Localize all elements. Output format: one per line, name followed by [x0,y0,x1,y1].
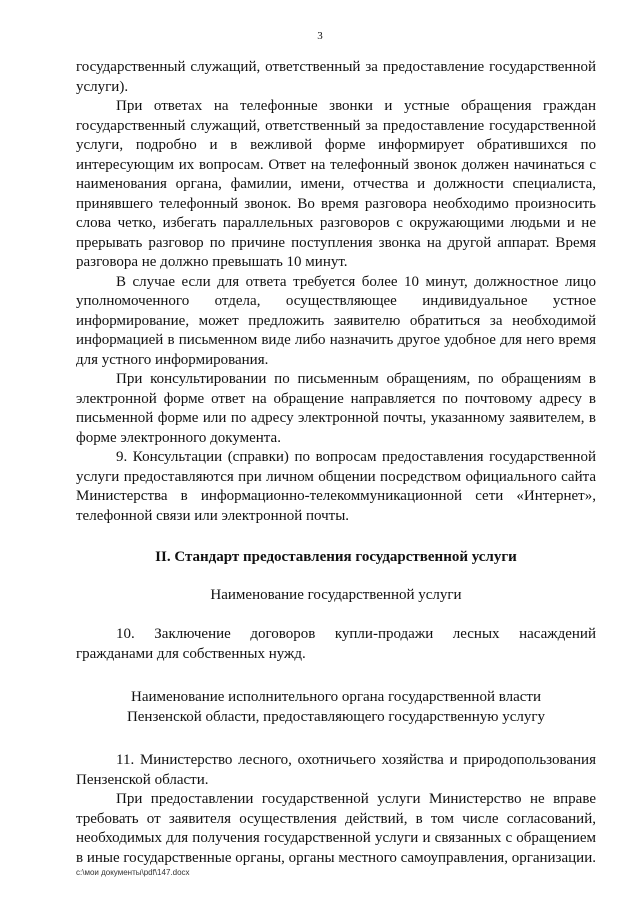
paragraph-phone-answers: При ответах на телефонные звонки и устные обращения граждан государственный служащий, ответственный за предоставление государственной услуги, подробно и в вежливой форме информирует обратившихся по интересующим их вопросам. Ответ на телефонный звонок должен начинаться с наименования органа, фамилии, имени, отчества и должности специалиста, принявшего телефонный звонок. Во время разговора необходимо произносить слова четко, избегать параллельных разговоров с окружающими людьми и не прерывать разговор по причине поступления звонка на другой аппарат. Время разговора не должно превышать 10 минут. [76,98,596,270]
subheading-service-name: Наименование государственной услуги [210,586,462,603]
paragraph-over-10-minutes: В случае если для ответа требуется более 10 минут, должностное лицо уполномоченного отдела, осуществляющее индивидуальное устное информирование, может предложить заявителю обратиться за необходимой информацией в письменном виде либо назначить другое удобное для него время для устного информирования. [76,273,596,368]
document-body [76,58,596,868]
subheading-executive-body-line-1: Наименование исполнительного органа государственной власти [130,689,542,705]
page-number: 3 [317,30,323,42]
paragraph-written-requests: При консультировании по письменным обращениям, по обращениям в электронной форме ответ на обращение направляется по почтовому адресу в письменной форме или по адресу электронной почты, указанному заявителем, в форме электронного документа. [76,371,596,446]
subheading-executive-body [76,688,596,727]
paragraph-9-consultations: 9. Консультации (справки) по вопросам предоставления государственной услуги предоставляются при личном общении посредством официального сайта Министерства в информационно-телекоммуникационной сети «Интернет», телефонной связи или электронной почты. [76,449,596,524]
paragraph-11-restrictions: При предоставлении государственной услуги Министерство не вправе требовать от заявителя осуществления действий, в том числе согласований, необходимых для получения государственной услуги и связанных с обращением в иные государственные органы, органы местного самоуправления, организации. [76,791,596,866]
subheading-executive-body-line-2: Пензенской области, предоставляющего государственную услугу [126,708,546,725]
paragraph-continuation: государственный служащий, ответственный за предоставление государственной услуги). [76,59,596,95]
footer-file-path: c:\мои документы\pdf\147.docx [76,868,190,877]
paragraph-10: 10. Заключение договоров купли-продажи лесных насаждений гражданами для собственных нужд. [76,626,596,662]
section-heading: II. Стандарт предоставления государственной услуги [155,549,517,565]
paragraph-11: 11. Министерство лесного, охотничьего хозяйства и природопользования Пензенской области. [76,752,596,788]
